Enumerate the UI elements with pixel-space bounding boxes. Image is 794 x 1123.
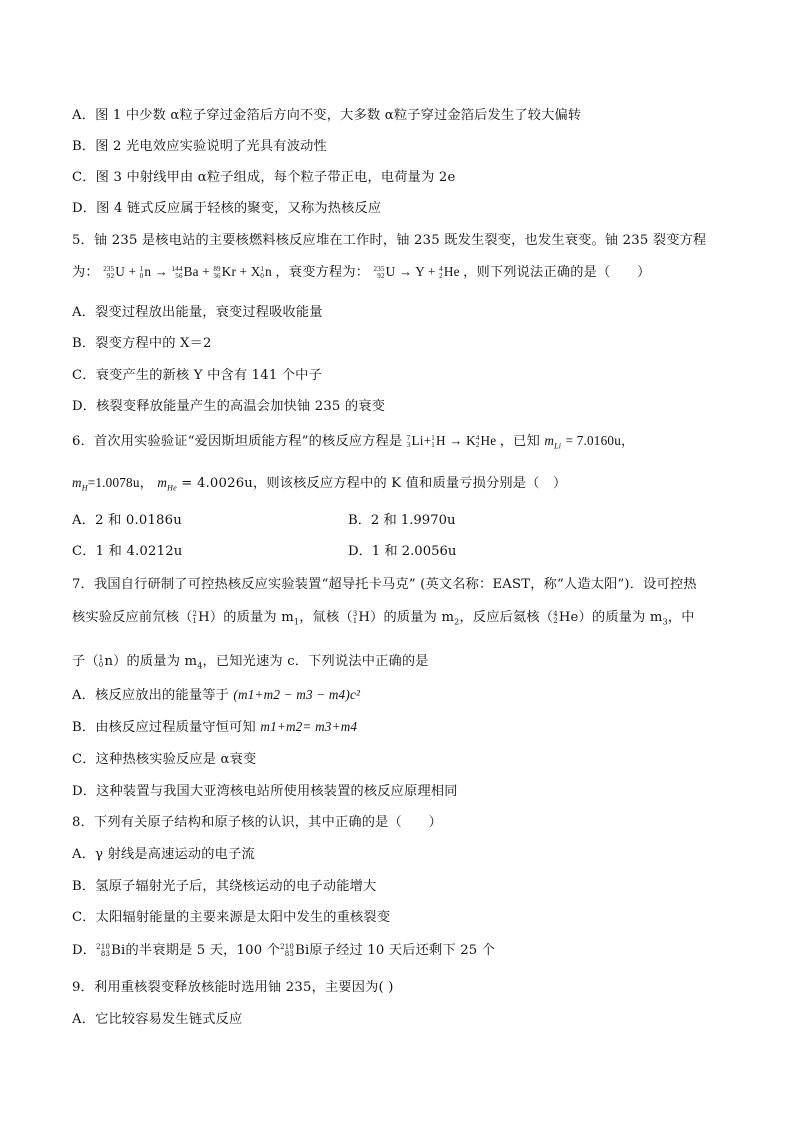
q7-option-d: D．这种装置与我国大亚湾核电站所使用核装置的核反应原理相同 [72,784,458,799]
q8-stem: 8．下列有关原子结构和原子核的认识，其中正确的是（ ） [72,815,443,830]
q6-option-a: A．2 和 0.0186u [72,513,182,528]
q8-option-d: D． 210 83 Bi的半衰期是 5 天，100 个 210 83 Bi原子经过 10 天后还剩下 25 个 [72,942,496,958]
q7-stem-line1: 7．我国自行研制了可控热核反应实验装置“超导托卡马克” (英文名称：EAST，称“人造太阳”)．设可控热 [72,577,697,592]
q7-stem-line2: 核实验反应前氘核（ 2 1 H）的质量为 $m_1$，氚核（ 3 1 H）的质量为 $m_2$，反应后氦核（ 4 2 He）的质量为 $m_3$，中 [72,609,695,627]
q8-option-b: B．氢原子辐射光子后，其绕核运动的电子动能增大 [72,879,377,894]
q5-stem-line2: 为： 235 92 U + 1 0 n → 144 56 Ba + 89 36 Kr + X 1 0 n ，衰变方程为： 235 92 U → Y + 4 2 He ，则下列说法正确的是（ ） [72,264,651,280]
q4-option-d: D．图 4 链式反应属于轻核的聚变，又称为热核反应 [72,201,382,216]
fission-equation: 235 92 U + 1 0 n → 144 56 Ba + 89 36 Kr + X 1 0 n [103,264,276,280]
decay-equation: 235 92 U → Y + 4 2 He [373,264,464,280]
q7-stem-line3: 子（ 1 0 n）的质量为 $m_4$，已知光速为 c．下列说法中正确的是 [72,653,429,671]
q4-option-c: C．图 3 中射线甲由 α粒子组成，每个粒子带正电，电荷量为 2e [72,170,456,185]
q9-option-a: A．它比较容易发生链式反应 [72,1012,243,1027]
q6-stem-line2: $m_H=1.0078u$， $m_{He} = 4.0026u$，则该核反应方程中的 K 值和质量亏损分别是（ ） [72,475,567,493]
q7-option-a: A．核反应放出的能量等于 (m1+m2 − m3 − m4)c² [72,687,361,703]
q7-option-b: B．由核反应过程质量守恒可知 m1+m2= m3+m4 [72,719,358,735]
q9-stem: 9．利用重核裂变释放核能时选用铀 235，主要因为( ) [72,980,394,995]
q8-option-a: A．γ 射线是高速运动的电子流 [72,847,255,862]
q5-option-b: B．裂变方程中的 X＝2 [72,336,212,351]
q5-option-a: A．裂变过程放出能量，衰变过程吸收能量 [72,305,323,320]
q6-stem-line1: 6．首次用实验验证“爱因斯坦质能方程”的核反应方程是 7 3 Li+ 1 1 H → K 4 2 He ，已知 $m_{Li} = 7.0160u$， [72,433,635,451]
q6-reaction: 7 3 Li+ 1 1 H → K 4 2 He [406,433,500,449]
q4-option-b: B．图 2 光电效应实验说明了光具有波动性 [72,139,327,154]
q4-option-a: A．图 1 中少数 α粒子穿过金箔后方向不变，大多数 α粒子穿过金箔后发生了较大偏转 [72,108,582,123]
q8-option-c: C．太阳辐射能量的主要来源是太阳中发生的重核裂变 [72,910,391,925]
q5-option-d: D．核裂变释放能量产生的高温会加快铀 235 的衰变 [72,399,386,414]
q5-stem-line1: 5．铀 235 是核电站的主要核燃料核反应堆在工作时，铀 235 既发生裂变，也发生衰变。铀 235 裂变方程 [72,233,707,248]
q6-option-c: C．1 和 4.0212u [72,544,183,559]
q6-option-d: D．1 和 2.0056u [348,544,457,559]
q7-option-c: C．这种热核实验反应是 α衰变 [72,752,257,767]
q5-option-c: C．衰变产生的新核 Y 中含有 141 个中子 [72,368,322,383]
q6-option-b: B．2 和 1.9970u [348,513,456,528]
